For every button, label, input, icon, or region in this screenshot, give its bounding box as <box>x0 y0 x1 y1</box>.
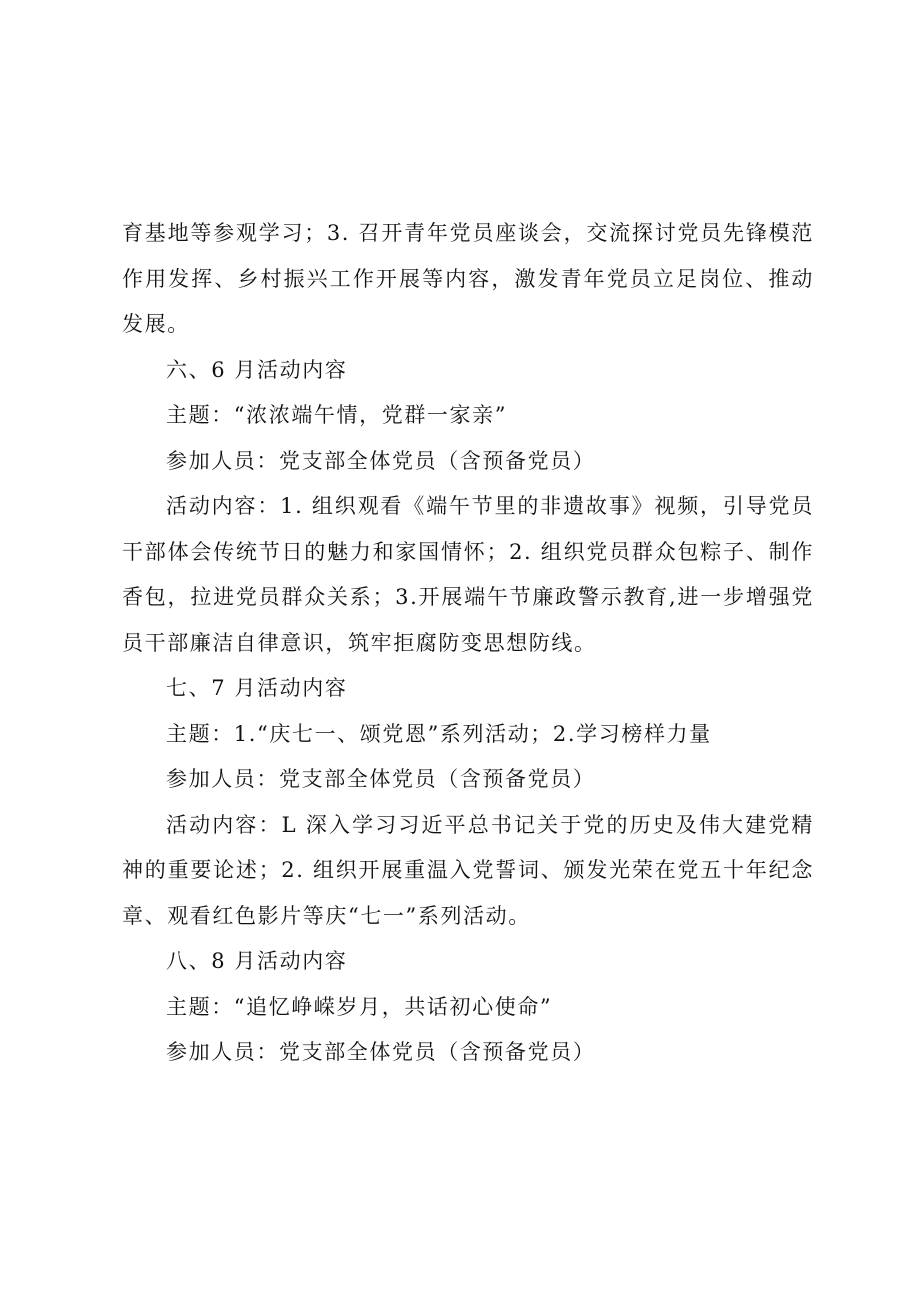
august-theme: 主题：“追忆峥嵘岁月，共话初心使命” <box>166 994 553 1019</box>
june-participants: 参加人员：党支部全体党员（含预备党员） <box>166 448 596 473</box>
july-theme: 主题：1.“庆七一、颂党恩”系列活动；2.学习榜样力量 <box>166 721 712 746</box>
section-heading-july: 七、7 月活动内容 <box>166 676 348 700</box>
july-participants: 参加人员：党支部全体党员（含预备党员） <box>166 767 596 791</box>
section-heading-june: 六、6 月活动内容 <box>166 357 348 382</box>
document-body <box>122 211 814 1076</box>
august-participants: 参加人员：党支部全体党员（含预备党员） <box>166 1040 596 1064</box>
june-activities: 活动内容：1. 组织观看《端午节里的非遗故事》视频，引导党员干部体会传统节日的魅力和家国情怀；2. 组织党员群众包粽子、制作香包，拉进党员群众关系；3.开展端午节廉政警示教育,进一步增强党员干部廉洁自律意识，筑牢拒腐防变思想防线。 <box>122 494 814 655</box>
paragraph-continuation: 育基地等参观学习；3. 召开青年党员座谈会，交流探讨党员先锋模范作用发挥、乡村振兴工作开展等内容，激发青年党员立足岗位、推动发展。 <box>122 221 814 336</box>
june-theme: 主题：“浓浓端午情，党群一家亲” <box>166 403 508 427</box>
july-activities: 活动内容：L 深入学习习近平总书记关于党的历史及伟大建党精神的重要论述；2. 组织开展重温入党誓词、颁发光荣在党五十年纪念章、观看红色影片等庆“七一”系列活动。 <box>122 812 814 928</box>
section-heading-august: 八、8 月活动内容 <box>166 949 348 973</box>
